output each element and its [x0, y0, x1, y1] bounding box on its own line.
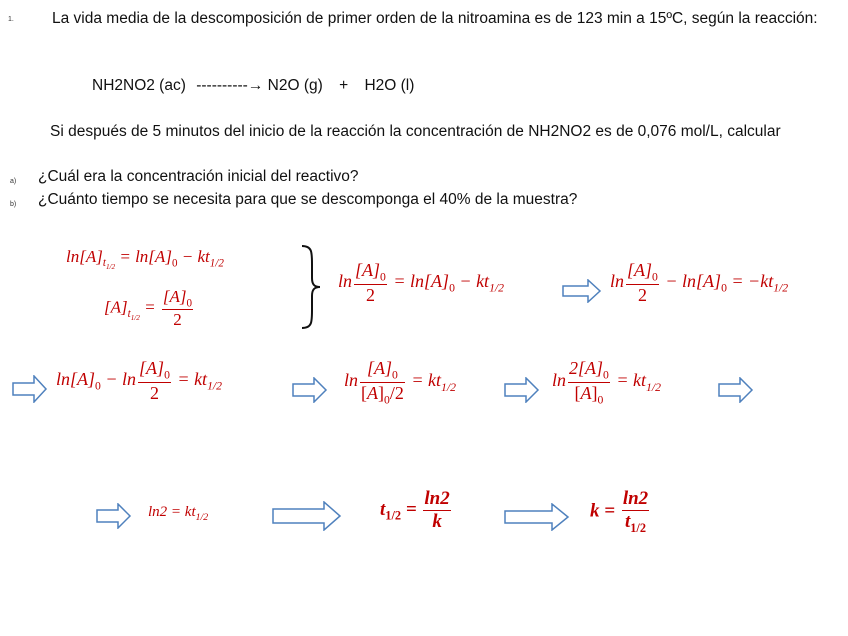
equation-step-4: ln $\frac{[A]_0}{[A]_0/2}$ = $kt_{1/2}$: [344, 358, 456, 407]
equation-step-1: ln $\frac{[A]_0}{2}$ = $\ln[A]_0 - kt_{1/2}$: [338, 260, 504, 305]
block-arrow-right-icon: [718, 377, 754, 403]
equation-ln2: $\ln 2 = kt_{1/2}$: [148, 504, 209, 523]
problem-statement: La vida media de la descomposición de primer orden de la nitroamina es de 123 min a 15ºC, según la reacción:: [52, 10, 818, 27]
question-b-marker: b): [10, 201, 17, 208]
block-arrow-right-icon: [96, 503, 132, 529]
product-h2o: H2O (l): [364, 77, 415, 94]
equation-rate-constant: k = $\frac{\ln 2}{t_{1/2}}$: [590, 488, 649, 535]
question-b: ¿Cuánto tiempo se necesita para que se descomponga el 40% de la muestra?: [38, 191, 578, 208]
plus-sign: +: [339, 77, 349, 94]
equation-step-5: ln $\frac{2[A]_0}{[A]_0}$ = $kt_{1/2}$: [552, 358, 661, 407]
reaction-arrow: ----------→: [196, 77, 264, 94]
block-arrow-right-icon: [292, 377, 328, 403]
block-arrow-right-icon: [12, 375, 48, 403]
problem-context: Si después de 5 minutos del inicio de la reacción la concentración de NH2NO2 es de 0,076 mol/L, calcular: [50, 123, 781, 140]
block-arrow-right-icon: [272, 501, 342, 531]
equation-ln-half-life: $\ln[A]_{t_{1/2}} = \ln[A]_0 - kt_{1/2}$: [66, 247, 224, 272]
problem-number: 1.: [8, 16, 14, 23]
equation-half-concentration: $[A]_{t_{1/2}}$ = $\frac{[A]_0}{2}$: [104, 287, 193, 330]
question-a: ¿Cuál era la concentración inicial del reactivo?: [38, 168, 359, 185]
product-n2o: N2O (g): [267, 77, 323, 94]
block-arrow-right-icon: [562, 279, 602, 303]
reactant: NH2NO2 (ac): [92, 77, 186, 94]
right-brace-icon: [298, 244, 322, 335]
equation-step-3: $\ln[A]_0 - \ln$ $\frac{[A]_0}{2}$ = $kt_{1/2}$: [56, 358, 222, 403]
question-a-marker: a): [10, 178, 17, 185]
block-arrow-right-icon: [504, 503, 570, 531]
equation-half-life: $t_{1/2}$ = $\frac{\ln 2}{k}$: [380, 488, 450, 532]
reaction: [92, 75, 414, 97]
equation-step-2: ln $\frac{[A]_0}{2}$ − $\ln[A]_0 = -kt_{1/2}$: [610, 260, 789, 305]
block-arrow-right-icon: [504, 377, 540, 403]
